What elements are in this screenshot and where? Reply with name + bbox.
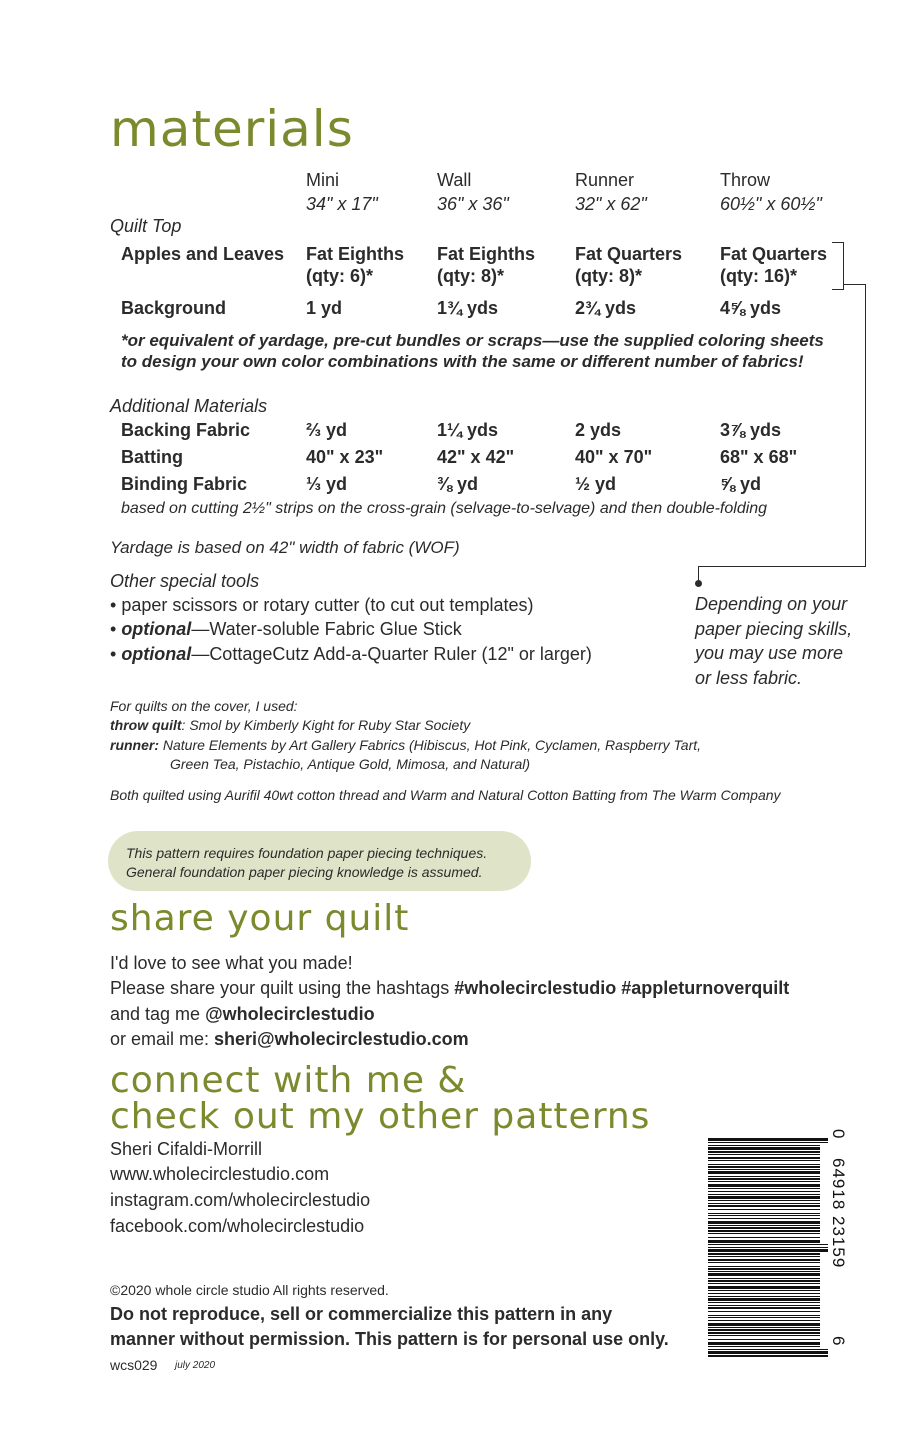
cover-runner — [110, 737, 701, 753]
barcode-bar — [708, 1298, 820, 1301]
barcode-bar — [708, 1286, 820, 1289]
barcode-bar — [708, 1164, 820, 1165]
share-line3-text: and tag me — [110, 1004, 206, 1024]
footnote-line1: *or equivalent of yardage, pre-cut bundles or scraps—use the supplied coloring sheets — [121, 331, 824, 350]
cell-apples-throw: Fat Quarters — [720, 244, 828, 264]
col-runner-size: 32" x 62" — [575, 194, 647, 214]
cover-intro: For quilts on the cover, I used: — [110, 698, 298, 714]
cell-batting-wall: 42" x 42" — [437, 447, 515, 467]
col-wall-name: Wall — [437, 170, 472, 190]
share-line2-text: Please share your quilt using the hashtags — [110, 978, 455, 998]
barcode-bar — [708, 1317, 820, 1318]
binding-note: based on cutting 2½" strips on the cross-grain (selvage-to-selvage) and then double-folding — [121, 500, 768, 517]
barcode-bar — [708, 1259, 820, 1261]
side-note-line: Depending on your — [695, 594, 848, 614]
barcode-bar — [708, 1225, 820, 1226]
connector-horizontal — [843, 284, 866, 285]
tool-prefix: optional — [121, 644, 192, 664]
barcode-bar — [708, 1227, 820, 1229]
col-throw-name: Throw — [720, 170, 771, 190]
cell-apples-throw-qty: (qty: 16)* — [720, 266, 798, 286]
barcode-bar — [708, 1145, 820, 1146]
row-label-batting: Batting — [121, 447, 183, 467]
warning-line2: manner without permission. This pattern is for personal use only. — [110, 1329, 669, 1349]
barcode-bar — [708, 1142, 828, 1143]
cell-batting-runner: 40" x 70" — [575, 447, 653, 467]
yardage-note: Yardage is based on 42" width of fabric (WOF) — [110, 538, 460, 557]
barcode-bar — [708, 1209, 820, 1210]
barcode-bar — [708, 1323, 820, 1326]
pattern-code: wcs029 — [110, 1357, 158, 1373]
notice-line2: General foundation paper piecing knowledge is assumed. — [126, 864, 483, 880]
barcode-bar — [708, 1194, 820, 1195]
side-note-line: you may use more — [695, 643, 844, 663]
pattern-date: july 2020 — [175, 1360, 216, 1371]
barcode-bar — [708, 1320, 820, 1321]
barcode-bar — [708, 1273, 820, 1276]
barcode-bar — [708, 1230, 820, 1232]
cell-apples-wall: Fat Eighths — [437, 244, 535, 264]
barcode-bar — [708, 1253, 820, 1255]
cell-bg-runner: 2¾ yds — [575, 298, 637, 318]
barcode-bar — [708, 1256, 820, 1257]
barcode-bar — [708, 1205, 820, 1207]
barcode-bar — [708, 1307, 820, 1309]
barcode-bar — [708, 1196, 820, 1199]
barcode-bar — [708, 1349, 828, 1350]
hashtags[interactable]: #wholecirclestudio #appleturnoverquilt — [454, 978, 790, 998]
cell-batting-mini: 40" x 23" — [306, 447, 384, 467]
throw-text: : Smol by Kimberly Kight for Ruby Star Society — [181, 717, 471, 733]
col-mini-name: Mini — [306, 170, 340, 190]
cell-apples-runner-qty: (qty: 8)* — [575, 266, 642, 286]
barcode-digits — [830, 1128, 850, 1358]
barcode-bar — [708, 1346, 820, 1347]
barcode-bar — [708, 1184, 820, 1187]
barcode-bar — [708, 1176, 820, 1177]
cell-backing-throw: 3⅞ yds — [720, 420, 782, 440]
barcode-bar — [708, 1268, 820, 1270]
notice-line1: This pattern requires foundation paper piecing techniques. — [126, 845, 488, 861]
connect-heading-line2: check out my other patterns — [110, 1096, 651, 1137]
barcode-bar — [708, 1302, 820, 1303]
share-line1: I'd love to see what you made! — [110, 953, 353, 973]
cell-apples-mini-qty: (qty: 6)* — [306, 266, 373, 286]
barcode-bar — [708, 1178, 820, 1180]
tool-text: —CottageCutz Add-a-Quarter Ruler (12" or larger) — [191, 644, 592, 664]
cell-bg-mini: 1 yd — [306, 298, 343, 318]
barcode-bar — [708, 1240, 820, 1243]
row-label-backing: Backing Fabric — [121, 420, 251, 440]
col-mini-size: 34" x 17" — [306, 194, 378, 214]
barcode-bar — [708, 1329, 820, 1331]
quilt-top-label: Quilt Top — [110, 216, 182, 236]
row-label-background: Background — [121, 298, 227, 318]
col-wall-size: 36" x 36" — [437, 194, 509, 214]
barcode-digit-top: 0 — [829, 1129, 848, 1139]
author-name: Sheri Cifaldi-Morrill — [110, 1139, 263, 1159]
share-line3 — [110, 1004, 375, 1025]
bracket-line — [832, 242, 844, 290]
cell-binding-runner: ½ yd — [575, 474, 617, 494]
barcode-bar — [708, 1169, 820, 1170]
barcode — [708, 1138, 828, 1356]
cell-backing-runner: 2 yds — [575, 420, 622, 440]
copyright: ©2020 whole circle studio All rights reserved. — [110, 1282, 389, 1298]
tool-item: • optional—CottageCutz Add-a-Quarter Ruler (12" or larger) — [110, 644, 592, 664]
side-note-line: paper piecing skills, — [695, 619, 853, 639]
cover-quilted: Both quilted using Aurifil 40wt cotton thread and Warm and Natural Cotton Batting from The Warm Company — [110, 787, 781, 803]
barcode-bar — [708, 1280, 820, 1282]
barcode-bar — [708, 1166, 820, 1168]
barcode-digit-bottom: 6 — [829, 1336, 848, 1346]
side-note-line: or less fabric. — [695, 668, 803, 688]
tool-text: —Water-soluble Fabric Glue Stick — [191, 619, 462, 639]
barcode-bar — [708, 1247, 828, 1248]
instagram-link[interactable]: instagram.com/wholecirclestudio — [110, 1190, 371, 1210]
barcode-bar — [708, 1290, 820, 1291]
barcode-bar — [708, 1271, 820, 1272]
barcode-bar — [708, 1315, 820, 1316]
barcode-bar — [708, 1200, 820, 1201]
barcode-bar — [708, 1244, 828, 1245]
barcode-bar — [708, 1191, 820, 1192]
additional-materials-label: Additional Materials — [110, 396, 268, 416]
barcode-bar — [708, 1171, 820, 1174]
barcode-bar — [708, 1339, 820, 1340]
barcode-bar — [708, 1327, 820, 1328]
barcode-bar — [708, 1203, 820, 1204]
share-heading: share your quilt — [110, 898, 410, 939]
barcode-bar — [708, 1335, 820, 1336]
footnote-line2: to design your own color combinations with the same or different number of fabrics! — [121, 352, 804, 371]
runner-label: runner: — [110, 737, 159, 753]
tools-label: Other special tools — [110, 571, 260, 591]
row-label-binding: Binding Fabric — [121, 474, 247, 494]
barcode-bar — [708, 1218, 820, 1219]
tool-prefix: optional — [121, 619, 192, 639]
barcode-bar — [708, 1262, 820, 1263]
tool-item: • paper scissors or rotary cutter (to cut out templates) — [110, 595, 534, 615]
barcode-bar — [708, 1154, 820, 1155]
barcode-bar — [708, 1296, 820, 1297]
tool-text: paper scissors or rotary cutter (to cut out templates) — [121, 595, 534, 615]
cell-backing-mini: ⅔ yd — [306, 420, 348, 440]
barcode-bar — [708, 1157, 820, 1159]
share-line4-text: or email me: — [110, 1029, 215, 1049]
barcode-bar — [708, 1237, 820, 1238]
col-runner-name: Runner — [575, 170, 635, 190]
barcode-bar — [708, 1305, 820, 1306]
connector-bottom — [698, 566, 866, 567]
runner-text: Nature Elements by Art Gallery Fabrics (Hibiscus, Hot Pink, Cyclamen, Raspberry Tart, — [159, 737, 702, 753]
barcode-bar — [708, 1221, 820, 1224]
barcode-bar — [708, 1181, 820, 1182]
throw-label: throw quilt — [110, 717, 182, 733]
warning-line1: Do not reproduce, sell or commercialize this pattern in any — [110, 1304, 613, 1324]
tool-item: • optional—Water-soluble Fabric Glue Stick — [110, 619, 462, 639]
cell-apples-runner: Fat Quarters — [575, 244, 683, 264]
barcode-bar — [708, 1311, 820, 1312]
barcode-bar — [708, 1213, 820, 1214]
barcode-bar — [708, 1233, 820, 1234]
cell-apples-wall-qty: (qty: 8)* — [437, 266, 504, 286]
barcode-bar — [708, 1283, 820, 1284]
barcode-bar — [708, 1151, 820, 1153]
cell-bg-throw: 4⅝ yds — [720, 298, 782, 318]
barcode-bar — [708, 1332, 820, 1334]
cell-binding-mini: ⅓ yd — [306, 474, 348, 494]
cell-binding-wall: ⅜ yd — [437, 474, 479, 494]
cover-runner-cont: Green Tea, Pistachio, Antique Gold, Mimosa, and Natural) — [170, 756, 531, 772]
connector-dot — [695, 580, 702, 587]
cell-bg-wall: 1¾ yds — [437, 298, 499, 318]
barcode-bar — [708, 1249, 828, 1252]
barcode-bar — [708, 1351, 828, 1354]
email-link[interactable]: sheri@wholecirclestudio.com — [214, 1029, 469, 1049]
notice-pill — [108, 831, 531, 891]
barcode-digit-mid: 64918 23159 — [829, 1158, 848, 1269]
facebook-link[interactable]: facebook.com/wholecirclestudio — [110, 1216, 365, 1236]
cover-throw — [110, 717, 470, 733]
barcode-bar — [708, 1138, 828, 1141]
row-label-apples: Apples and Leaves — [121, 244, 285, 264]
barcode-bar — [708, 1293, 820, 1294]
cell-binding-throw: ⅝ yd — [720, 474, 762, 494]
barcode-bar — [708, 1355, 828, 1357]
barcode-bar — [708, 1147, 820, 1150]
connect-heading-line1: connect with me & — [110, 1060, 467, 1101]
barcode-bar — [708, 1160, 820, 1161]
col-throw-size: 60½" x 60½" — [720, 194, 822, 214]
barcode-bar — [708, 1342, 820, 1345]
cell-backing-wall: 1¼ yds — [437, 420, 499, 440]
social-handle[interactable]: @wholecirclestudio — [205, 1004, 375, 1024]
materials-heading: materials — [110, 100, 354, 158]
share-line4 — [110, 1029, 469, 1050]
share-line2 — [110, 978, 789, 999]
cell-batting-throw: 68" x 68" — [720, 447, 798, 467]
cell-apples-mini: Fat Eighths — [306, 244, 404, 264]
barcode-bar — [708, 1188, 820, 1189]
barcode-bar — [708, 1266, 820, 1267]
barcode-bar — [708, 1278, 820, 1279]
barcode-bar — [708, 1215, 820, 1216]
website-link[interactable]: www.wholecirclestudio.com — [110, 1164, 330, 1184]
connector-vertical — [865, 284, 866, 567]
